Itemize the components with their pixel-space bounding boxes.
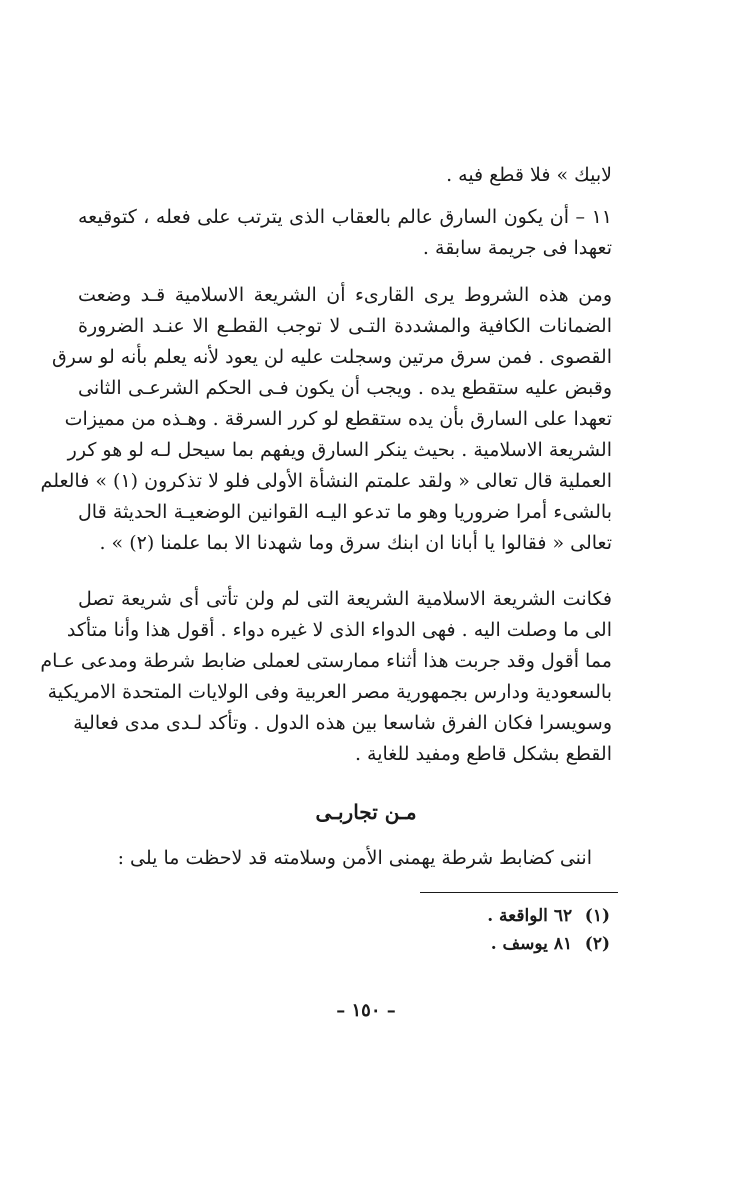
paragraph-1-line-3: القصوى . فمن سرق مرتين وسجلت عليه لن يعود لأنه يعلم بأنه لو سرق — [51, 346, 612, 368]
paragraph-1-line-6: الشريعة الاسلامية . بحيث ينكر السارق ويفهم بما سيحل لـه لو هو كرر — [67, 439, 612, 461]
paragraph-2-line-3: مما أقول وقد جربت هذا أثناء ممارستى لعملى ضابط شرطة ومدعى عـام — [40, 650, 612, 672]
paragraph-1-line-2: الضمانات الكافية والمشددة التـى لا توجب القطـع الا عنـد الضرورة — [78, 315, 612, 337]
footnote-1 — [487, 906, 610, 926]
paragraph-1-line-7: العملية قال تعالى « ولقد علمتم النشأة الأولى فلو لا تذكرون (١) » فالعلم — [40, 470, 612, 492]
paragraph-2-line-5: وسويسرا فكان الفرق شاسعا بين هذه الدول . وتأكد لـدى مدى فعالية — [73, 712, 612, 734]
paragraph-2-line-6: القطع بشكل قاطع ومفيد للغاية . — [354, 743, 612, 765]
paragraph-1-line-8: بالشىء أمرا ضروريا وهو ما تدعو اليـه القوانين الوضعيـة الحديثة قال — [78, 501, 612, 523]
paragraph-1-line-1: ومن هذه الشروط يرى القارىء أن الشريعة الاسلامية قـد وضعت — [78, 284, 612, 306]
intro-line: لابيك » فلا قطع فيه . — [446, 164, 612, 186]
footnote-2-text: ٨١ يوسف . — [490, 934, 573, 954]
paragraph-2-line-4: بالسعودية ودارس بجمهورية مصر العربية وفى الولايات المتحدة الامريكية — [47, 681, 612, 703]
paragraph-1-line-9: تعالى « فقالوا يا أبانا ان ابنك سرق وما شهدنا الا بما علمنا (٢) » . — [99, 532, 612, 554]
paragraph-1-line-5: تعهدا على السارق بأن يده ستقطع لو كرر السرقة . وهـذه من مميزات — [64, 408, 612, 430]
condition-11-line-2: تعهدا فى جريمة سابقة . — [422, 237, 612, 259]
paragraph-2-line-2: الى ما وصلت اليه . فهى الدواء الذى لا غيره دواء . أقول هذا وأنا متأكد — [66, 619, 612, 641]
footnote-divider — [420, 892, 618, 893]
footnote-2 — [491, 934, 610, 954]
footnote-2-number: (٢) — [584, 934, 610, 954]
closing-line: اننى كضابط شرطة يهمنى الأمن وسلامته قد لاحظت ما يلى : — [117, 847, 592, 869]
footnote-1-number: (١) — [584, 906, 610, 926]
paragraph-2-line-1: فكانت الشريعة الاسلامية الشريعة التى لم ولن تأتى أى شريعة تصل — [78, 588, 612, 610]
section-heading: مـن تجاربـى — [315, 800, 417, 824]
page-number: – ١٥٠ – — [336, 1000, 396, 1021]
condition-11-line-1: ١١ – أن يكون السارق عالم بالعقاب الذى يترتب على فعله ، كتوقيعه — [78, 206, 612, 228]
paragraph-1-line-4: وقبض عليه ستقطع يده . ويجب أن يكون فـى الحكم الشرعـى الثانى — [78, 377, 612, 399]
footnote-1-text: ٦٢ الواقعة . — [487, 906, 573, 926]
